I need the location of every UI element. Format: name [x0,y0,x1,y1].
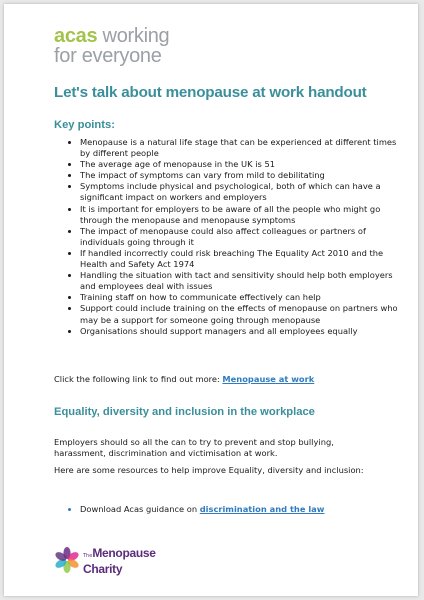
key-point-item: • Training staff on how to communicate effectively can help [80,292,400,303]
page-title: Let's talk about menopause at work handout [54,84,367,101]
handout-page [4,4,418,596]
discrimination-law-link[interactable]: discrimination and the law [199,504,325,514]
key-point-item: • Organisations should support managers and all employees equally [80,326,400,337]
charity-logo-the: The [83,553,93,559]
equality-paragraph: Employers should so all the can to try to prevent and stop bullying, harassment, discrimination and victimisation at work. [54,437,334,459]
equality-heading: Equality, diversity and inclusion in the workplace [54,406,315,418]
key-point-item: • Symptoms include physical and psychological, both of which can have a significant impact on workers and employers [80,181,400,203]
resource-text: Download Acas guidance on [80,504,200,514]
charity-logo-line2: Charity [83,562,123,576]
acas-logo-acas-word: acas [54,25,98,47]
key-points-heading: Key points: [54,119,115,131]
resources-list [54,504,410,515]
acas-logo-working-word: working [97,25,170,47]
key-point-item: • Handling the situation with tact and sensitivity should help both employers and employees deal with issues [80,270,400,292]
key-point-item: • It is important for employers to be aware of all the people who might go through the menopause and menopause symptoms [80,204,400,226]
acas-logo [54,26,169,66]
key-point-item: • Support could include training on the effects of menopause on partners who may be a support for someone going through menopause [80,303,400,325]
find-out-more-line [54,374,394,384]
key-point-item: • The impact of symptoms can vary from mild to debilitating [80,170,400,181]
charity-logo-text [83,544,156,576]
acas-logo-line1 [54,26,169,46]
key-points-list [54,137,400,337]
key-point-item: • Menopause is a natural life stage that can be experienced at different times by different people [80,137,400,159]
resources-intro-paragraph: Here are some resources to help improve Equality, diversity and inclusion: [54,465,364,475]
charity-logo-line1: Menopause [92,546,156,560]
resource-item [80,504,410,515]
acas-logo-line2: for everyone [54,45,162,67]
key-point-item: • The impact of menopause could also affect colleagues or partners of individuals going through it [80,226,400,248]
key-point-item: • If handled incorrectly could risk breaching The Equality Act 2010 and the Health and Safety Act 1974 [80,248,400,270]
key-point-item: • The average age of menopause in the UK is 51 [80,159,400,170]
menopause-at-work-link[interactable]: Menopause at work [222,374,315,384]
find-out-more-text: Click the following link to find out more: [54,374,223,384]
flower-icon [54,547,80,573]
menopause-charity-logo [54,544,156,576]
